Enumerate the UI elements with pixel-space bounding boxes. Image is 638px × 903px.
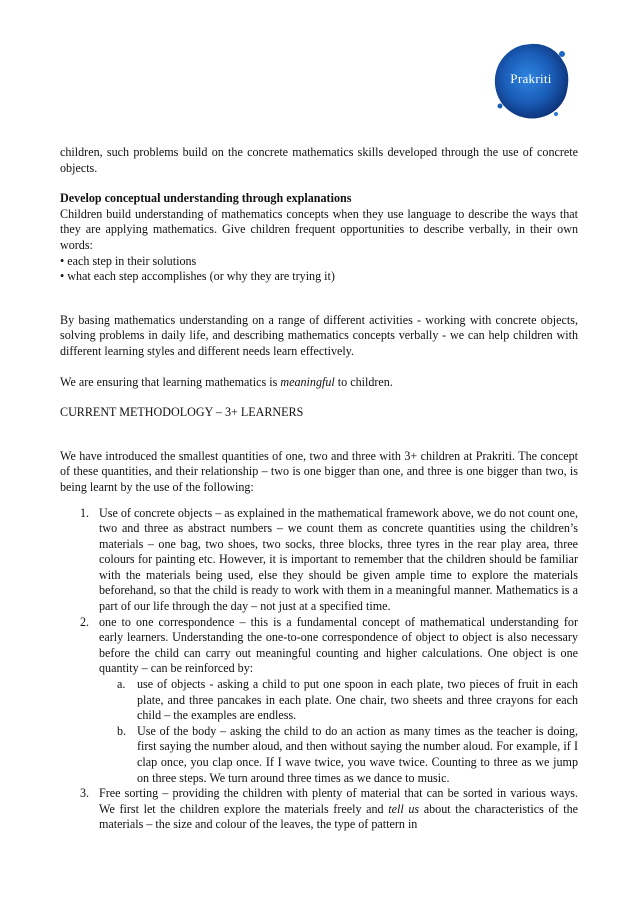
paragraph-learning-styles: By basing mathematics understanding on a range of different activities - working with concrete objects, solving problems in daily life, and describing mathematics concepts verbally - we can help children with different learning styles and different needs learn effectively.: [60, 312, 578, 358]
bullet-item: • each step in their solutions: [60, 253, 197, 268]
list-item-free-sorting: 3. Free sorting – providing the children with plenty of material that can be sorted in various ways. We first let the children explore the materials freely and tell us about the characteristics of the materials – the size and colour of the leaves, the type of pattern in: [80, 786, 578, 832]
paragraph-explanations: Children build understanding of mathematics concepts when they use language to describe the ways that they are applying mathematics. Give children frequent opportunities to describe verbally, in their own words:: [60, 206, 578, 252]
heading-conceptual: Develop conceptual understanding through explanations: [60, 191, 352, 206]
prakriti-logo: [490, 40, 572, 122]
logo-text: Prakriti: [510, 71, 552, 86]
bullet-item: • what each step accomplishes (or why they are trying it): [60, 269, 335, 284]
list-item-one-to-one: 2. one to one correspondence – this is a fundamental concept of mathematical understanding for early learners. Understanding the one-to-one correspondence of object to object is also necessary before the child can carry out meaningful counting and higher calculations. One object is one quantity – can be reinforced by: a. use of objects - asking a child to put one spoon in each plate, two pieces of fruit in each plate, and three pancakes in each plate. One chair, two sheets and three crayons for each child – the examples are endless. b. Use of the body – asking the child to do an action as many times as the teacher is doing, first saying the number aloud, and then without saying the number aloud. For example, if I clap once, you clap once. If I wave twice, you wave twice. Counting to three as we jump on three steps. We turn around three times as we dance to music.: [80, 614, 578, 785]
meaningful-emphasis: meaningful: [280, 374, 335, 389]
paragraph-intro: children, such problems build on the concrete mathematics skills developed through the use of concrete objects.: [60, 145, 578, 175]
paragraph-quantities: We have introduced the smallest quantities of one, two and three with 3+ children at Prakriti. The concept of these quantities, and their relationship – two is one bigger than one, and three is one bigger than two, is being learnt by the use of the following:: [60, 448, 578, 494]
bullet-list: [60, 254, 578, 285]
sub-item-objects: a. use of objects - asking a child to put one spoon in each plate, two pieces of fruit in each plate, and three pancakes in each plate. One chair, two sheets and three crayons for each child – the examples are endless.: [117, 677, 578, 723]
list-item-concrete-objects: 1. Use of concrete objects – as explained in the mathematical framework above, we do not count one, two and three as abstract numbers – we count them as concrete quantities using the children’s materials – one bag, two shoes, two socks, three blocks, three tyres in the rear play area, three colours for painting etc. However, it is important to remember that the children should be familiar with the materials being used, else they should be given ample time to explore the materials beforehand, so that the child is ready to work with them in a meaningful manner. Mathematics is a part of our life through the day – not just at a specified time.: [80, 505, 578, 614]
sub-list: [99, 677, 578, 786]
methodology-list: [60, 506, 578, 833]
section-title: CURRENT METHODOLOGY – 3+ LEARNERS: [60, 405, 304, 420]
tell-us-emphasis: tell us: [388, 801, 420, 816]
sub-item-body: b. Use of the body – asking the child to do an action as many times as the teacher is doing, first saying the number aloud, and then without saying the number aloud. For example, if I clap once, you clap once. If I wave twice, you wave twice. Counting to three as we jump on three steps. We turn around three times as we dance to music.: [117, 723, 578, 785]
paragraph-meaningful: We are ensuring that learning mathematics is meaningful to children.: [60, 374, 393, 389]
document-body: [60, 145, 578, 833]
